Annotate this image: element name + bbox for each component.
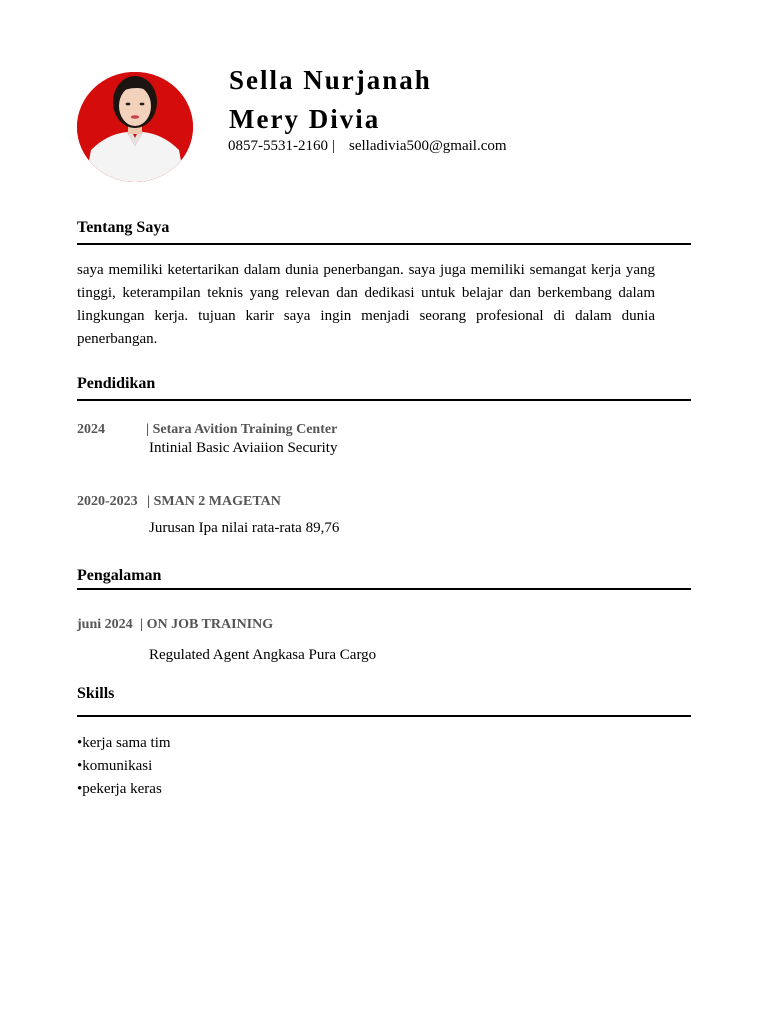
experience-period: juni 2024 (77, 617, 133, 632)
experience-role: | ON JOB TRAINING (140, 617, 274, 632)
education-entry-2-header (77, 493, 281, 510)
section-title-education: Pendidikan (77, 375, 156, 392)
section-title-about: Tentang Saya (77, 219, 170, 236)
email-address: selladivia500@gmail.com (349, 138, 507, 154)
education-period: 2024 (77, 422, 105, 437)
phone-number: 0857-5531-2160 (228, 138, 328, 154)
experience-entry-1-header (77, 616, 274, 633)
name-line-2: Mery Divia (229, 104, 381, 134)
education-detail: Intinial Basic Aviaiion Security (149, 440, 338, 456)
education-entry-1-header (77, 421, 338, 438)
education-institution: | SMAN 2 MAGETAN (147, 494, 281, 509)
section-divider (77, 243, 691, 245)
skill-item: •kerja sama tim (77, 735, 171, 751)
contact-separator: | (332, 138, 336, 154)
section-divider (77, 715, 691, 717)
skill-item: •komunikasi (77, 758, 153, 774)
experience-detail: Regulated Agent Angkasa Pura Cargo (149, 647, 377, 663)
section-title-skills: Skills (77, 685, 115, 702)
section-divider (77, 588, 691, 590)
section-title-experience: Pengalaman (77, 567, 162, 584)
education-institution: | Setara Avition Training Center (146, 422, 338, 437)
contact-line (228, 137, 507, 155)
profile-photo (77, 72, 193, 182)
skill-item: •pekerja keras (77, 781, 162, 797)
education-detail: Jurusan Ipa nilai rata-rata 89,76 (149, 520, 340, 536)
education-period: 2020-2023 (77, 494, 138, 509)
person-portrait-icon (77, 72, 193, 182)
section-divider (77, 399, 691, 401)
name-line-1: Sella Nurjanah (229, 65, 432, 95)
about-text: saya memiliki ketertarikan dalam dunia penerbangan. saya juga memiliki semangat kerja yang tinggi, keterampilan teknis yang relevan dan dedikasi untuk belajar dan berkembang dalam lingkungan kerja. tujuan karir saya ingin menjadi seorang profesional di dalam dunia penerbangan. (77, 262, 655, 347)
